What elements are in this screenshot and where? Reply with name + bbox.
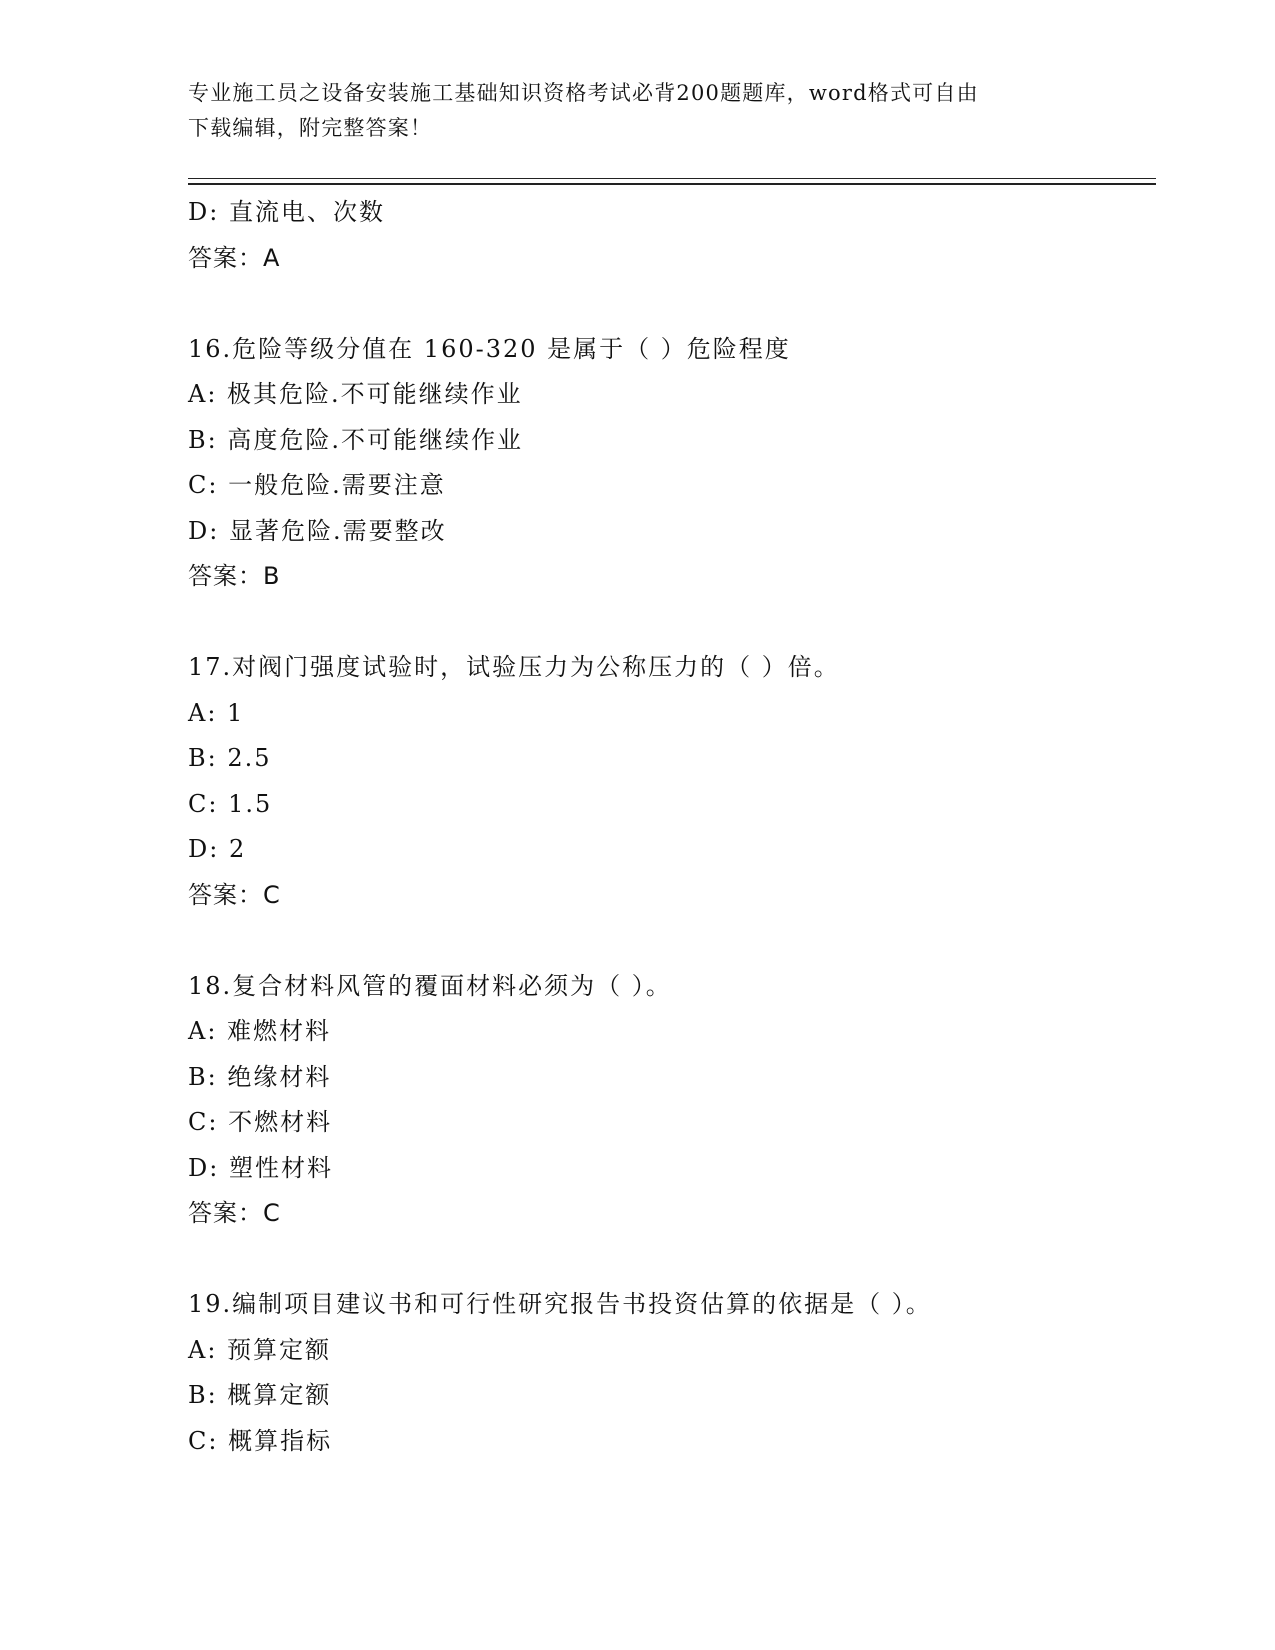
option-c: C: 概算指标 <box>188 1426 333 1455</box>
question-block-19 <box>188 1282 1156 1464</box>
document-header <box>188 76 1068 146</box>
question-text: 18.复合材料风管的覆面材料必须为（ ）。 <box>188 971 672 1000</box>
question-text: 17.对阀门强度试验时，试验压力为公称压力的（ ）倍。 <box>188 653 840 681</box>
answer-line: 答案：C <box>188 1199 281 1227</box>
question-block-16 <box>188 327 1156 600</box>
option-b: B: 2.5 <box>188 744 272 772</box>
answer-line: 答案：A <box>188 243 281 272</box>
option-a: A: 难燃材料 <box>188 1017 332 1045</box>
header-divider-thick <box>188 183 1156 185</box>
answer-line: 答案：C <box>188 880 281 909</box>
spacer <box>188 1237 1156 1283</box>
option-a: A: 1 <box>188 698 245 727</box>
answer-line: 答案：B <box>188 562 281 590</box>
option-d: D: 直流电、次数 <box>188 198 385 226</box>
question-text: 19.编制项目建议书和可行性研究报告书投资估算的依据是（ ）。 <box>188 1290 932 1318</box>
option-b: B: 高度危险.不可能继续作业 <box>188 425 523 454</box>
question-block-17 <box>188 645 1156 918</box>
question-block-18 <box>188 964 1156 1237</box>
option-b: B: 绝缘材料 <box>188 1062 332 1091</box>
header-divider-thin <box>188 178 1156 179</box>
question-block-15-tail <box>188 190 1156 281</box>
option-a: A: 预算定额 <box>188 1335 332 1364</box>
header-title-line-2: 下载编辑，附完整答案！ <box>188 116 433 140</box>
option-d: D: 2 <box>188 835 247 863</box>
spacer <box>188 918 1156 964</box>
option-b: B: 概算定额 <box>188 1381 332 1409</box>
option-c: C: 不燃材料 <box>188 1108 333 1136</box>
option-a: A: 极其危险.不可能继续作业 <box>188 380 523 408</box>
option-c: C: 一般危险.需要注意 <box>188 471 446 499</box>
spacer <box>188 600 1156 646</box>
spacer <box>188 281 1156 327</box>
option-d: D: 塑性材料 <box>188 1153 333 1182</box>
question-text: 16.危险等级分值在 160-320 是属于（ ）危险程度 <box>188 334 791 363</box>
option-c: C: 1.5 <box>188 789 273 818</box>
header-title-line-1: 专业施工员之设备安装施工基础知识资格考试必背200题题库，word格式可自由 <box>188 81 979 105</box>
option-d: D: 显著危险.需要整改 <box>188 516 447 545</box>
question-list <box>188 190 1156 1464</box>
